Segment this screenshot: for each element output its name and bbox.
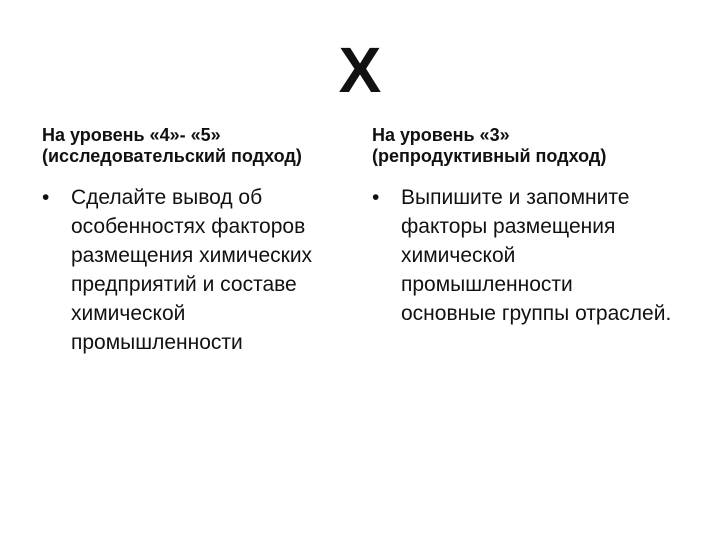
- bullet-icon: •: [372, 186, 380, 209]
- right-bullet-line: химической: [401, 244, 516, 267]
- left-level-heading: [42, 125, 342, 167]
- right-bullet-item: [372, 183, 692, 328]
- slide-title: Х: [338, 34, 382, 106]
- left-bullet-line: Сделайте вывод об: [71, 186, 263, 209]
- right-bullet-line: Выпишите и запомните: [401, 186, 630, 209]
- left-bullet-item: [42, 183, 342, 357]
- right-level-heading: [372, 125, 692, 167]
- left-bullet-line: промышленности: [71, 331, 243, 354]
- left-heading-line-2: (исследовательский подход): [42, 146, 302, 166]
- left-bullet-line: особенностях факторов: [71, 215, 306, 238]
- right-bullet-line: промышленности: [401, 273, 573, 296]
- left-bullet-list: [42, 183, 342, 357]
- right-bullet-line: основные группы отраслей.: [401, 302, 672, 325]
- right-bullet-line: факторы размещения: [401, 215, 616, 238]
- left-bullet-line: химической: [71, 302, 186, 325]
- left-column: [42, 125, 342, 357]
- left-bullet-line: предприятий и составе: [71, 273, 297, 296]
- left-heading-line-1: На уровень «4»- «5»: [42, 125, 221, 145]
- right-column: [372, 125, 692, 328]
- right-bullet-list: [372, 183, 692, 328]
- bullet-icon: •: [42, 186, 50, 209]
- left-bullet-line: размещения химических: [71, 244, 313, 267]
- right-heading-line-1: На уровень «3»: [372, 125, 510, 145]
- right-heading-line-2: (репродуктивный подход): [372, 146, 607, 166]
